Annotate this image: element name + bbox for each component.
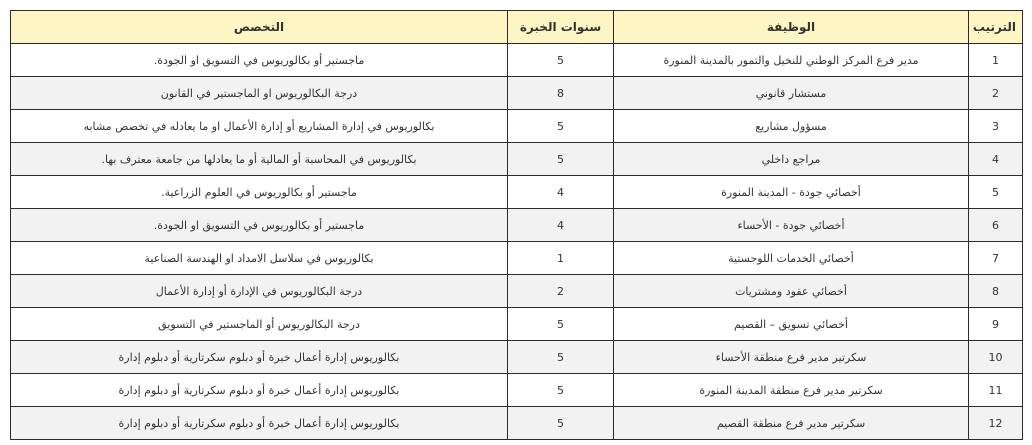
table-header	[11, 11, 1023, 44]
cell-years: 1	[508, 242, 614, 275]
header-specialization: التخصص	[11, 11, 508, 44]
table-row	[11, 341, 1023, 374]
table-row	[11, 308, 1023, 341]
table-row	[11, 176, 1023, 209]
cell-specialization: ماجستير أو بكالوريوس في التسويق او الجودة.	[11, 209, 508, 242]
cell-specialization: بكالوريوس في المحاسبة أو المالية أو ما يعادلها من جامعة معترف بها.	[11, 143, 508, 176]
cell-years: 4	[508, 209, 614, 242]
cell-years: 2	[508, 275, 614, 308]
cell-rank: 2	[969, 77, 1023, 110]
cell-rank: 7	[969, 242, 1023, 275]
cell-specialization: بكالوريوس إدارة أعمال خبرة أو دبلوم سكرتارية أو دبلوم إدارة	[11, 341, 508, 374]
table-row	[11, 110, 1023, 143]
cell-specialization: بكالوريوس في سلاسل الامداد او الهندسة الصناعية	[11, 242, 508, 275]
cell-rank: 11	[969, 374, 1023, 407]
cell-rank: 5	[969, 176, 1023, 209]
table-row	[11, 242, 1023, 275]
cell-specialization: درجة البكالوريوس في الإدارة أو إدارة الأعمال	[11, 275, 508, 308]
cell-job: مستشار قانوني	[614, 77, 969, 110]
header-row	[11, 11, 1023, 44]
header-job: الوظيفة	[614, 11, 969, 44]
cell-specialization: بكالوريوس إدارة أعمال خبرة أو دبلوم سكرتارية أو دبلوم إدارة	[11, 407, 508, 440]
cell-years: 5	[508, 407, 614, 440]
header-years: سنوات الخبرة	[508, 11, 614, 44]
cell-rank: 8	[969, 275, 1023, 308]
cell-rank: 9	[969, 308, 1023, 341]
cell-job: سكرتير مدير فرع منطقة المدينة المنورة	[614, 374, 969, 407]
cell-job: أخصائي تسويق – القصيم	[614, 308, 969, 341]
table-row	[11, 143, 1023, 176]
table-row	[11, 374, 1023, 407]
table-body	[11, 44, 1023, 440]
table-row	[11, 407, 1023, 440]
cell-years: 4	[508, 176, 614, 209]
cell-years: 5	[508, 143, 614, 176]
cell-rank: 1	[969, 44, 1023, 77]
cell-job: أخصائي جودة - الأحساء	[614, 209, 969, 242]
cell-specialization: ماجستير أو بكالوريوس في التسويق او الجودة.	[11, 44, 508, 77]
cell-job: أخصائي جودة - المدينة المنورة	[614, 176, 969, 209]
cell-rank: 12	[969, 407, 1023, 440]
jobs-table	[10, 10, 1023, 440]
table-row	[11, 209, 1023, 242]
table-row	[11, 275, 1023, 308]
cell-job: مراجع داخلي	[614, 143, 969, 176]
cell-job: سكرتير مدير فرع منطقة القصيم	[614, 407, 969, 440]
cell-job: أخصائي عقود ومشتريات	[614, 275, 969, 308]
cell-rank: 4	[969, 143, 1023, 176]
cell-job: مدير فرع المركز الوطني للنخيل والتمور بالمدينة المنورة	[614, 44, 969, 77]
table-row	[11, 77, 1023, 110]
cell-years: 5	[508, 341, 614, 374]
cell-rank: 6	[969, 209, 1023, 242]
cell-specialization: بكالوريوس إدارة أعمال خبرة أو دبلوم سكرتارية أو دبلوم إدارة	[11, 374, 508, 407]
cell-specialization: درجة البكالوريوس او الماجستير في القانون	[11, 77, 508, 110]
header-rank: الترتيب	[969, 11, 1023, 44]
cell-years: 5	[508, 374, 614, 407]
cell-years: 5	[508, 110, 614, 143]
table-row	[11, 44, 1023, 77]
cell-specialization: ماجستير أو بكالوريوس في العلوم الزراعية.	[11, 176, 508, 209]
cell-years: 8	[508, 77, 614, 110]
cell-years: 5	[508, 308, 614, 341]
cell-years: 5	[508, 44, 614, 77]
cell-job: أخصائي الخدمات اللوجستية	[614, 242, 969, 275]
cell-rank: 10	[969, 341, 1023, 374]
cell-job: سكرتير مدير فرع منطقة الأحساء	[614, 341, 969, 374]
cell-specialization: درجة البكالوريوس أو الماجستير في التسويق	[11, 308, 508, 341]
cell-rank: 3	[969, 110, 1023, 143]
cell-specialization: بكالوريوس في إدارة المشاريع أو إدارة الأعمال او ما يعادله في تخصص مشابه	[11, 110, 508, 143]
cell-job: مسؤول مشاريع	[614, 110, 969, 143]
